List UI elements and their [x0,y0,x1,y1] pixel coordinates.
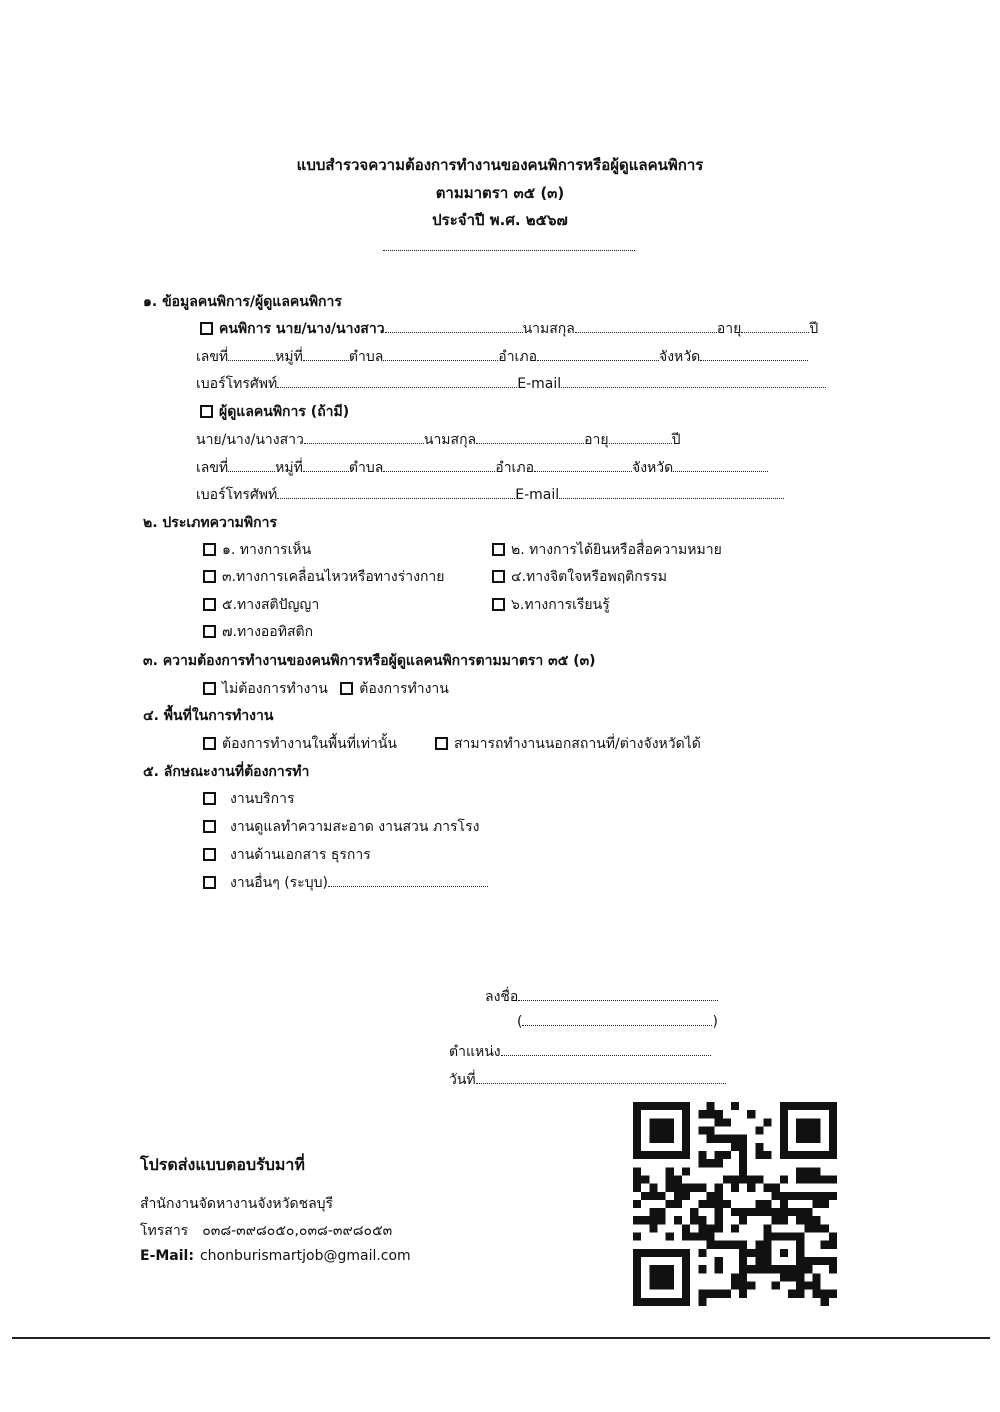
disability-visual-checkbox[interactable] [203,543,216,556]
disability-intellectual-checkbox[interactable] [203,598,216,611]
caregiver-age-field[interactable] [609,431,672,444]
contact-email-address[interactable]: chonburismartjob@gmail.com [199,1248,411,1264]
disability-mental-option [492,566,667,588]
caregiver-prefix-label: นาย/นาง/นางสาว [196,432,304,448]
caregiver-moo-field[interactable] [303,459,349,472]
caregiver-amphoe-label: อำเภอ [495,460,534,476]
email-field[interactable] [561,375,826,388]
caregiver-age-label: อายุ [584,432,609,448]
disabled-person-checkbox[interactable] [200,322,213,335]
caregiver-phone-field[interactable] [277,486,515,499]
disability-mental-checkbox[interactable] [492,570,505,583]
caregiver-name-row [196,429,681,451]
disability-visual-option [203,539,311,561]
caregiver-email-field[interactable] [559,486,784,499]
date-row [449,1069,726,1091]
job-other-field[interactable] [328,874,488,887]
job-service-option [203,788,295,810]
job-other-label: งานอื่นๆ (ระบุบ) [230,875,328,891]
section5-heading: ๕. ลักษณะงานที่ต้องการทำ [143,764,310,780]
disability-mental-label: ๔.ทางจิตใจหรือพฤติกรรม [511,569,668,585]
job-clerical-checkbox[interactable] [203,848,216,861]
caregiver-row [200,401,349,423]
caregiver-phone-label: เบอร์โทรศัพท์ [196,487,278,503]
job-service-checkbox[interactable] [203,792,216,805]
want-work-checkbox[interactable] [340,682,353,695]
section3-heading: ๓. ความต้องการทำงานของคนพิการหรือผู้ดูแลคนพิการตามมาตรา ๓๕ (๓) [143,653,596,669]
job-clerical-label: งานด้านเอกสาร ธุรการ [230,847,371,863]
phone-field[interactable] [277,375,517,388]
disability-hearing-checkbox[interactable] [492,543,505,556]
caregiver-email-label: E-mail [515,487,560,503]
disability-hearing-option [492,539,722,561]
fax-row [140,1220,392,1242]
age-label: อายุ [716,321,742,337]
contact-email-label: E-Mail: [140,1248,194,1264]
caregiver-surname-field[interactable] [476,431,584,444]
signature-label: ลงชื่อ [485,989,519,1005]
disability-physical-option [203,566,444,588]
send-instruction: โปรดส่งแบบตอบรับมาที่ [140,1155,305,1174]
work-area-remote-checkbox[interactable] [435,737,448,750]
position-row [449,1041,711,1063]
signature-row [485,986,718,1008]
fax-label: โทรสาร [140,1223,189,1239]
caregiver-year-label: ปี [671,432,681,448]
disability-learning-option [492,594,610,616]
open-paren: ( [517,1014,523,1030]
disability-autism-checkbox[interactable] [203,625,216,638]
caregiver-tambon-field[interactable] [383,459,495,472]
contact-row-2 [196,484,784,506]
moo-label: หมู่ที่ [275,349,303,365]
house-no-label: เลขที่ [196,349,229,365]
want-work-label: ต้องการทำงาน [359,681,449,697]
caregiver-amphoe-field[interactable] [534,459,632,472]
form-title: แบบสำรวจความต้องการทำงานของคนพิการหรือผู้ดูแลคนพิการ [296,156,704,174]
province-label: จังหวัด [658,349,701,365]
disability-learning-checkbox[interactable] [492,598,505,611]
surname-label: นามสกุล [522,321,575,337]
no-work-label: ไม่ต้องการทำงาน [222,681,328,697]
disability-intellectual-label: ๕.ทางสติปัญญา [222,597,320,613]
house-no-field[interactable] [228,348,275,361]
section1-heading: ๑. ข้อมูลคนพิการ/ผู้ดูแลคนพิการ [143,294,342,310]
date-label: วันที่ [449,1072,476,1088]
caregiver-moo-label: หมู่ที่ [275,460,303,476]
address-row-2 [196,457,768,479]
year-label: ปี [809,321,819,337]
disabled-person-row [200,318,818,340]
signature-field[interactable] [518,988,718,1001]
disability-physical-label: ๓.ทางการเคลื่อนไหวหรือทางร่างกาย [222,569,445,585]
email-row [140,1248,411,1264]
disability-visual-label: ๑. ทางการเห็น [222,542,312,558]
job-other-checkbox[interactable] [203,876,216,889]
work-area-local-option [203,733,397,755]
title-separator [383,250,635,251]
fax-number: ๐๓๘-๓๙๘๐๕๐,๐๓๘-๓๙๘๐๕๓ [202,1223,393,1239]
work-area-local-label: ต้องการทำงานในพื้นที่เท่านั้น [222,736,397,752]
moo-field[interactable] [303,348,349,361]
position-field[interactable] [501,1043,711,1056]
qr-code-icon [633,1102,837,1306]
name-field[interactable] [385,320,523,333]
page-bottom-rule [12,1337,990,1339]
disability-hearing-label: ๒. ทางการได้ยินหรือสื่อความหมาย [511,542,722,558]
caregiver-surname-label: นามสกุล [423,432,477,448]
section4-heading: ๔. พื้นที่ในการทำงาน [143,708,274,724]
address-row-1 [196,346,808,368]
caregiver-tambon-label: ตำบล [348,460,384,476]
contact-row-1 [196,373,826,395]
work-area-remote-option [435,733,701,755]
job-cleaning-option [203,816,479,838]
caregiver-province-field[interactable] [673,459,768,472]
disability-autism-label: ๗.ทางออทิสติก [222,624,314,640]
amphoe-label: อำเภอ [498,349,537,365]
signature-name-row [517,1013,718,1030]
caregiver-province-label: จังหวัด [631,460,674,476]
caregiver-house-no-field[interactable] [228,459,275,472]
office-name: สำนักงานจัดหางานจังหวัดชลบุรี [140,1196,334,1212]
job-cleaning-checkbox[interactable] [203,820,216,833]
phone-label: เบอร์โทรศัพท์ [196,376,278,392]
caregiver-house-no-label: เลขที่ [196,460,229,476]
printed-name-field[interactable] [522,1013,712,1026]
job-service-label: งานบริการ [230,791,295,807]
form-subtitle-year: ประจำปี พ.ศ. ๒๕๖๗ [432,211,568,229]
job-cleaning-label: งานดูแลทำความสะอาด งานสวน ภารโรง [230,819,480,835]
disability-learning-label: ๖.ทางการเรียนรู้ [511,597,610,613]
position-label: ตำแหน่ง [449,1044,501,1060]
caregiver-label: ผู้ดูแลคนพิการ (ถ้ามี) [219,404,350,420]
disability-autism-option [203,621,313,643]
province-field[interactable] [700,348,808,361]
amphoe-field[interactable] [537,348,659,361]
close-paren: ) [712,1014,718,1030]
no-work-checkbox[interactable] [203,682,216,695]
tambon-label: ตำบล [348,349,384,365]
work-need-row [203,678,449,700]
date-field[interactable] [476,1071,726,1084]
caregiver-name-field[interactable] [304,431,424,444]
age-field[interactable] [741,320,809,333]
section2-heading: ๒. ประเภทความพิการ [143,515,277,531]
job-clerical-option [203,844,371,866]
tambon-field[interactable] [383,348,498,361]
job-other-option [203,872,488,894]
work-area-local-checkbox[interactable] [203,737,216,750]
disability-intellectual-option [203,594,319,616]
disabled-person-label: คนพิการ นาย/นาง/นางสาว [219,321,385,337]
caregiver-checkbox[interactable] [200,405,213,418]
surname-field[interactable] [575,320,717,333]
work-area-remote-label: สามารถทำงานนอกสถานที่/ต่างจังหวัดได้ [454,736,701,752]
form-subtitle-section: ตามมาตรา ๓๕ (๓) [435,184,565,202]
email-label: E-mail [517,376,562,392]
disability-physical-checkbox[interactable] [203,570,216,583]
